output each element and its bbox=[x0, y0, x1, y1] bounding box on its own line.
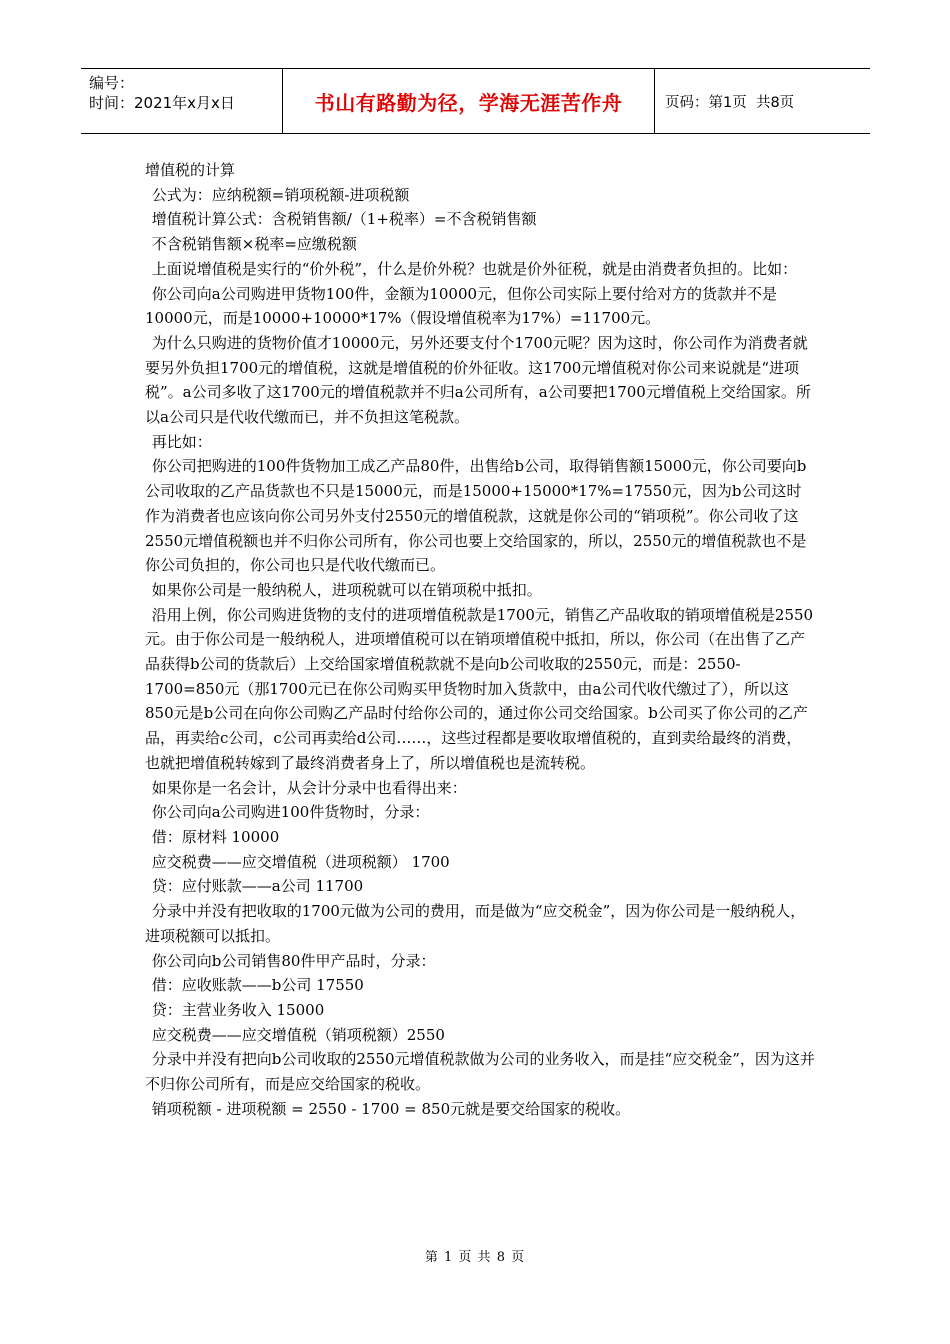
document-body bbox=[145, 158, 815, 1121]
header-page-cell bbox=[655, 69, 870, 133]
paragraph: 如果你公司是一般纳税人，进项税就可以在销项税中抵扣。 bbox=[151, 580, 542, 599]
paragraph: 分录中并没有把向b公司收取的2550元增值税款做为公司的业务收入，而是挂“应交税金”，因为这并不归你公司所有，而是应交给国家的税收。 bbox=[145, 1050, 815, 1094]
journal-entry-line: 借：原材料 10000 bbox=[151, 827, 280, 846]
paragraph: 为什么只购进的货物价值才10000元，另外还要支付个1700元呢？因为这时，你公司作为消费者就要另外负担1700元的增值税，这就是增值税的价外征收。这1700元增值税对你公司来说就是“进项税”。a公司多收了这1700元的增值税款并不归a公司所有，a公司要把1700元增值税上交给国家。所以a公司只是代收代缴而已，并不负担这笔税款。 bbox=[145, 333, 811, 427]
serial-number-label: 编号： bbox=[89, 74, 135, 92]
page-footer bbox=[0, 1246, 950, 1265]
journal-entry-line: 贷：主营业务收入 15000 bbox=[151, 1000, 325, 1019]
paragraph: 增值税计算公式：含税销售额/（1+税率）=不含税销售额 bbox=[151, 210, 537, 229]
journal-entry-line: 借：应收账款——b公司 17550 bbox=[151, 976, 364, 995]
paragraph: 公式为：应纳税额=销项税额-进项税额 bbox=[151, 185, 410, 204]
paragraph: 不含税销售额×税率=应缴税额 bbox=[151, 235, 357, 254]
motto-text: 书山有路勤为径，学海无涯苦作舟 bbox=[314, 90, 623, 115]
paragraph: 你公司向b公司销售80件甲产品时，分录： bbox=[151, 951, 436, 970]
paragraph: 如果你是一名会计，从会计分录中也看得出来： bbox=[151, 778, 467, 797]
paragraph: 分录中并没有把收取的1700元做为公司的费用，而是做为“应交税金”，因为你公司是一般纳税人，进项税额可以抵扣。 bbox=[145, 902, 806, 945]
page-number-label: 页码：第1页 共8页 bbox=[665, 94, 795, 111]
paragraph: 上面说增值税是实行的“价外税”，什么是价外税？也就是价外征税，就是由消费者负担的。比如： bbox=[151, 259, 798, 278]
paragraph: 再比如： bbox=[151, 432, 212, 451]
header-info-cell bbox=[81, 69, 283, 133]
header-motto-cell bbox=[283, 69, 655, 133]
date-label: 时间：2021年x月x日 bbox=[89, 94, 235, 112]
paragraph: 沿用上例，你公司购进货物的支付的进项增值税款是1700元，销售乙产品收取的销项增值税是2550元。由于你公司是一般纳税人，进项增值税可以在销项增值税中抵扣，所以，你公司（在出售了乙产品获得b公司的货款后）上交给国家增值税款就不是向b公司收取的2550元，而是：2550-1700=850元（那1700元已在你公司购买甲货物时加入货款中，由a公司代收代缴过了），所以这850元是b公司在向你公司购乙产品时付给你公司的，通过你公司交给国家。b公司买了你公司的乙产品，再卖给c公司，c公司再卖给d公司……，这些过程都是要收取增值税的，直到卖给最终的消费，也就把增值税转嫁到了最终消费者身上了，所以增值税也是流转税。 bbox=[145, 605, 814, 772]
journal-entry-line: 贷：应付账款——a公司 11700 bbox=[151, 877, 364, 896]
paragraph: 你公司向a公司购进甲货物100件，金额为10000元，但你公司实际上要付给对方的货款并不是10000元，而是10000+10000*17%（假设增值税率为17%）=11700元。 bbox=[145, 284, 778, 328]
page-header bbox=[81, 68, 870, 134]
journal-entry-line: 应交税费——应交增值税（进项税额） 1700 bbox=[151, 852, 450, 871]
footer-page-number: 第 1 页 共 8 页 bbox=[424, 1250, 526, 1265]
journal-entry-line: 应交税费——应交增值税（销项税额）2550 bbox=[151, 1025, 445, 1044]
paragraph: 你公司向a公司购进100件货物时，分录： bbox=[151, 803, 430, 822]
paragraph: 你公司把购进的100件货物加工成乙产品80件，出售给b公司，取得销售额15000元，你公司要向b公司收取的乙产品货款也不只是15000元，而是15000+15000*17%=17550元，因为b公司这时作为消费者也应该向你公司另外支付2550元的增值税款，这就是你公司的“销项税”。你公司收了这2550元增值税额也并不归你公司所有，你公司也要上交给国家的，所以，2550元的增值税款也不是你公司负担的，你公司也只是代收代缴而已。 bbox=[145, 457, 807, 575]
document-title: 增值税的计算 bbox=[145, 161, 236, 179]
paragraph: 销项税额 - 进项税额 = 2550 - 1700 = 850元就是要交给国家的税收。 bbox=[151, 1099, 631, 1118]
